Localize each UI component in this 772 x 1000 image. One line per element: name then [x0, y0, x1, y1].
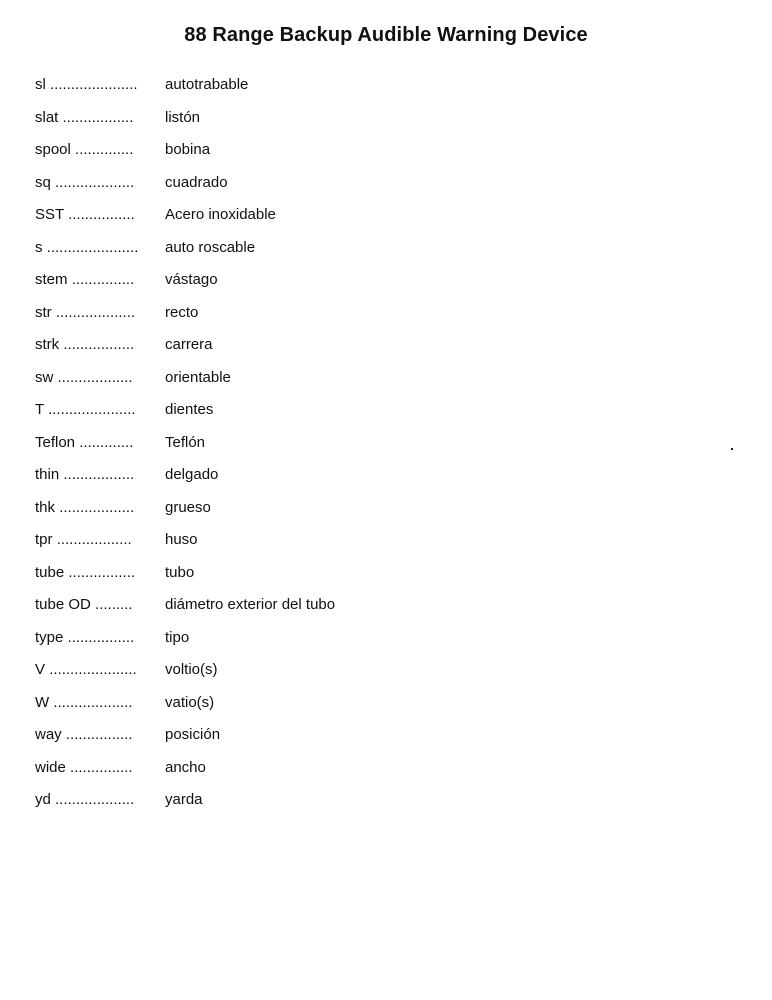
glossary-entry: [35, 431, 335, 464]
dot-leader: ......................: [46, 238, 139, 256]
glossary-term: tube OD: [35, 596, 91, 613]
glossary-term-with-leader: [35, 301, 165, 325]
glossary-definition: autotrabable: [165, 76, 249, 93]
dot-leader: ................: [67, 628, 135, 646]
glossary-entry: [35, 171, 335, 204]
glossary-definition: tubo: [165, 563, 195, 581]
glossary-entry: [35, 138, 335, 171]
glossary-term: Teflon: [35, 433, 76, 451]
glossary-term: thin: [35, 466, 60, 483]
glossary-entry: [35, 756, 335, 789]
dot-leader: ...................: [55, 791, 135, 808]
glossary-term: strk: [35, 336, 60, 353]
glossary-term: thk: [35, 498, 56, 516]
glossary-term: way: [35, 726, 62, 743]
glossary-term-with-leader: [35, 73, 165, 97]
glossary-definition: huso: [165, 531, 198, 548]
glossary-term: s: [35, 238, 43, 256]
glossary-definition: delgado: [165, 466, 219, 483]
glossary-definition: yarda: [165, 791, 203, 808]
glossary-term-with-leader: [35, 528, 165, 552]
glossary-term-with-leader: [35, 333, 165, 357]
glossary-term-with-leader: [35, 691, 165, 715]
dot-leader: ...............: [70, 758, 133, 776]
glossary-definition: grueso: [165, 498, 211, 516]
glossary-entry: [35, 658, 335, 691]
glossary-term: T: [35, 401, 44, 418]
dot-leader: .............: [79, 433, 134, 451]
glossary-entry: [35, 398, 335, 431]
glossary-definition: Teflón: [165, 433, 206, 451]
glossary-term: tpr: [35, 531, 53, 548]
glossary-entry: [35, 203, 335, 236]
glossary-entry: [35, 723, 335, 756]
glossary-definition: voltio(s): [165, 661, 218, 678]
glossary-definition: auto roscable: [165, 238, 256, 256]
glossary-term: tube: [35, 563, 65, 581]
glossary-entry: [35, 366, 335, 399]
dot-leader: ................: [68, 206, 135, 223]
dot-leader: ................: [65, 726, 133, 743]
glossary-term-with-leader: [35, 366, 165, 390]
dot-leader: .........: [95, 596, 133, 613]
glossary-entry: [35, 301, 335, 334]
glossary-term: slat: [35, 108, 59, 126]
glossary-term: V: [35, 661, 46, 678]
glossary-term: str: [35, 303, 52, 321]
glossary-entry: [35, 626, 335, 659]
glossary-definition: bobina: [165, 141, 211, 158]
glossary-entry: [35, 73, 335, 106]
glossary-entry: [35, 691, 335, 724]
dot-leader: .................: [62, 108, 134, 126]
dot-leader: .....................: [48, 401, 136, 418]
glossary-term-with-leader: [35, 788, 165, 812]
glossary-definition: orientable: [165, 368, 231, 386]
glossary-term-with-leader: [35, 463, 165, 487]
glossary-term-with-leader: [35, 496, 165, 520]
glossary-term: wide: [35, 758, 66, 776]
glossary-definition: vatio(s): [165, 693, 215, 711]
dot-leader: ..............: [75, 141, 134, 158]
glossary-term: SST: [35, 206, 64, 223]
glossary-entry: [35, 788, 335, 821]
dot-leader: .....................: [49, 661, 137, 678]
glossary-term-with-leader: [35, 236, 165, 260]
glossary-definition: diámetro exterior del tubo: [165, 596, 336, 613]
glossary-definition: dientes: [165, 401, 214, 418]
glossary-term: yd: [35, 791, 51, 808]
glossary-entry: [35, 106, 335, 139]
glossary-term-with-leader: [35, 171, 165, 195]
glossary-definition: carrera: [165, 336, 213, 353]
glossary-entry: [35, 561, 335, 594]
dot-leader: .....................: [50, 76, 138, 93]
glossary-list: [35, 73, 335, 821]
dot-leader: ...............: [71, 271, 135, 288]
glossary-term: spool: [35, 141, 71, 158]
glossary-entry: [35, 236, 335, 269]
glossary-term-with-leader: [35, 398, 165, 422]
page-title: 88 Range Backup Audible Warning Device: [184, 24, 588, 46]
glossary-definition: ancho: [165, 758, 206, 776]
glossary-definition: cuadrado: [165, 173, 228, 191]
dot-leader: ...................: [53, 693, 133, 711]
dot-leader: ..................: [59, 498, 135, 516]
glossary-entry: [35, 268, 335, 301]
glossary-term-with-leader: [35, 431, 165, 455]
dot-leader: ................: [68, 563, 136, 581]
glossary-entry: [35, 528, 335, 561]
dot-leader: ...................: [55, 303, 136, 321]
dot-leader: ..................: [57, 368, 133, 386]
glossary-term: sw: [35, 368, 54, 386]
glossary-definition: posición: [165, 726, 221, 743]
glossary-entry: [35, 333, 335, 366]
glossary-term: sl: [35, 76, 46, 93]
glossary-term-with-leader: [35, 626, 165, 650]
glossary-term: type: [35, 628, 64, 646]
glossary-term: stem: [35, 271, 68, 288]
glossary-term-with-leader: [35, 203, 165, 227]
glossary-entry: [35, 463, 335, 496]
glossary-term-with-leader: [35, 106, 165, 130]
dot-leader: ...................: [55, 173, 135, 191]
glossary-term-with-leader: [35, 593, 165, 617]
dot-leader: .................: [63, 466, 135, 483]
glossary-term: W: [35, 693, 50, 711]
glossary-term-with-leader: [35, 268, 165, 292]
glossary-term-with-leader: [35, 756, 165, 780]
glossary-entry: [35, 496, 335, 529]
glossary-definition: Acero inoxidable: [165, 206, 276, 223]
glossary-term: sq: [35, 173, 51, 191]
glossary-definition: tipo: [165, 628, 190, 646]
dot-leader: .................: [63, 336, 135, 353]
glossary-entry: [35, 593, 335, 626]
glossary-definition: recto: [165, 303, 199, 321]
glossary-definition: vástago: [165, 271, 218, 288]
glossary-term-with-leader: [35, 723, 165, 747]
glossary-term-with-leader: [35, 138, 165, 162]
scan-artifact-dot: [731, 448, 733, 450]
glossary-term-with-leader: [35, 658, 165, 682]
glossary-definition: listón: [165, 108, 201, 126]
glossary-term-with-leader: [35, 561, 165, 585]
dot-leader: ..................: [56, 531, 132, 548]
